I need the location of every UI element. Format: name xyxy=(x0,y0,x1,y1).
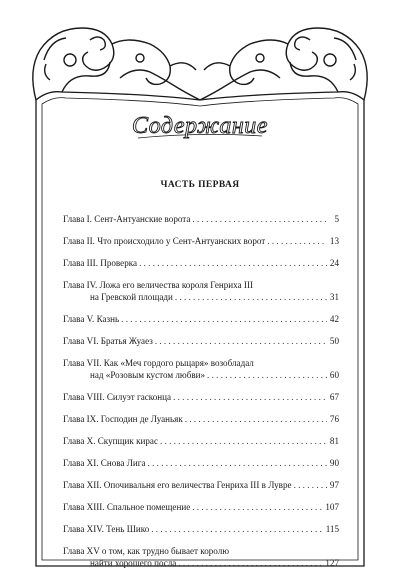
toc-entry-text: над «Розовым кустом любви» xyxy=(90,370,206,380)
dot-leader xyxy=(160,435,327,447)
dot-leader xyxy=(192,501,323,513)
page-title: Содержание xyxy=(132,113,268,139)
toc-entry-title xyxy=(63,235,339,247)
toc-entry-text: Глава XV о том, как трудно бывает королю xyxy=(63,546,230,556)
toc-entry[interactable] xyxy=(63,523,339,535)
part-title: ЧАСТЬ ПЕРВАЯ xyxy=(160,180,240,190)
dot-leader xyxy=(151,523,323,535)
toc-page-number: 127 xyxy=(325,558,339,568)
toc-entry-title xyxy=(63,279,339,291)
toc-entry-title xyxy=(63,545,339,557)
dot-leader xyxy=(148,457,327,469)
toc-page-number: 76 xyxy=(329,414,339,424)
toc-entry[interactable] xyxy=(63,413,339,425)
dot-leader xyxy=(192,213,327,225)
table-of-contents xyxy=(63,213,339,579)
toc-entry-text: Глава IV. Ложа его величества короля Генриха III xyxy=(63,280,253,290)
toc-entry[interactable] xyxy=(63,501,339,513)
dot-leader xyxy=(121,313,327,325)
toc-page-number: 115 xyxy=(325,524,339,534)
toc-page-number: 5 xyxy=(334,214,339,224)
toc-entry-title xyxy=(63,257,339,269)
toc-entry-title-continuation xyxy=(63,291,339,303)
toc-entry[interactable] xyxy=(63,391,339,403)
toc-page-number: 13 xyxy=(329,236,339,246)
left-flourish-ornament xyxy=(33,28,200,100)
dot-leader xyxy=(175,291,327,303)
toc-entry-title-continuation xyxy=(63,369,339,381)
toc-entry[interactable] xyxy=(63,279,339,303)
toc-entry-title xyxy=(63,435,339,447)
right-flourish-ornament xyxy=(200,28,367,100)
toc-page-number: 24 xyxy=(329,258,339,268)
toc-entry[interactable] xyxy=(63,457,339,469)
toc-entry-text: Глава VII. Как «Меч гордого рыцаря» возобладал xyxy=(63,358,254,368)
toc-page-number: 42 xyxy=(329,314,339,324)
toc-entry-title xyxy=(63,457,339,469)
toc-entry-text: Глава II. Что происходило у Сент-Антуанских ворот xyxy=(63,236,266,246)
dot-leader xyxy=(139,257,327,269)
toc-entry-title-continuation xyxy=(63,557,339,569)
toc-entry-text: Глава XII. Опочивальня его величества Генриха III в Лувре xyxy=(63,480,292,490)
toc-entry-title xyxy=(63,501,339,513)
dot-leader xyxy=(294,479,327,491)
dot-leader xyxy=(173,391,327,403)
toc-entry-text: на Гревской площади xyxy=(90,292,173,302)
toc-entry[interactable] xyxy=(63,545,339,569)
toc-page-number: 50 xyxy=(329,336,339,346)
toc-entry[interactable] xyxy=(63,357,339,381)
toc-entry-title xyxy=(63,413,339,425)
toc-entry[interactable] xyxy=(63,313,339,325)
toc-entry-text: Глава XI. Снова Лига xyxy=(63,458,146,468)
toc-entry-text: Глава I. Сент-Антуанские ворота xyxy=(63,214,191,224)
toc-page-number: 97 xyxy=(329,480,339,490)
toc-entry[interactable] xyxy=(63,435,339,447)
toc-page-number: 31 xyxy=(329,292,339,302)
toc-entry-text: Глава V. Казнь xyxy=(63,314,120,324)
dot-leader xyxy=(178,557,323,569)
toc-entry-title xyxy=(63,335,339,347)
toc-entry-title xyxy=(63,357,339,369)
toc-entry-title xyxy=(63,479,339,491)
toc-page-number: 81 xyxy=(329,436,339,446)
toc-page-number: 60 xyxy=(329,370,339,380)
toc-page-number: 107 xyxy=(325,502,339,512)
toc-entry[interactable] xyxy=(63,257,339,269)
toc-entry-text: Глава X. Скупщик кирас xyxy=(63,436,158,446)
toc-entry-title xyxy=(63,523,339,535)
toc-entry[interactable] xyxy=(63,235,339,247)
toc-entry-text: Глава VIII. Силуэт гасконца xyxy=(63,392,172,402)
toc-entry[interactable] xyxy=(63,335,339,347)
toc-entry-title xyxy=(63,213,339,225)
toc-entry-title xyxy=(63,391,339,403)
toc-entry-text: Глава XIII. Спальное помещение xyxy=(63,502,191,512)
toc-entry-title xyxy=(63,313,339,325)
dot-leader xyxy=(267,235,327,247)
toc-entry[interactable] xyxy=(63,213,339,225)
toc-entry-text: найти хорошего посла xyxy=(90,558,177,568)
dot-leader xyxy=(207,369,327,381)
toc-page-number: 90 xyxy=(329,458,339,468)
toc-entry-text: Глава IX. Господин де Луаньяк xyxy=(63,414,183,424)
toc-page-number: 67 xyxy=(329,392,339,402)
dot-leader xyxy=(185,413,327,425)
toc-entry-text: Глава VI. Братья Жуаез xyxy=(63,336,153,346)
toc-entry-text: Глава XIV. Тень Шико xyxy=(63,524,150,534)
toc-entry[interactable] xyxy=(63,479,339,491)
dot-leader xyxy=(155,335,327,347)
toc-entry-text: Глава III. Проверка xyxy=(63,258,138,268)
